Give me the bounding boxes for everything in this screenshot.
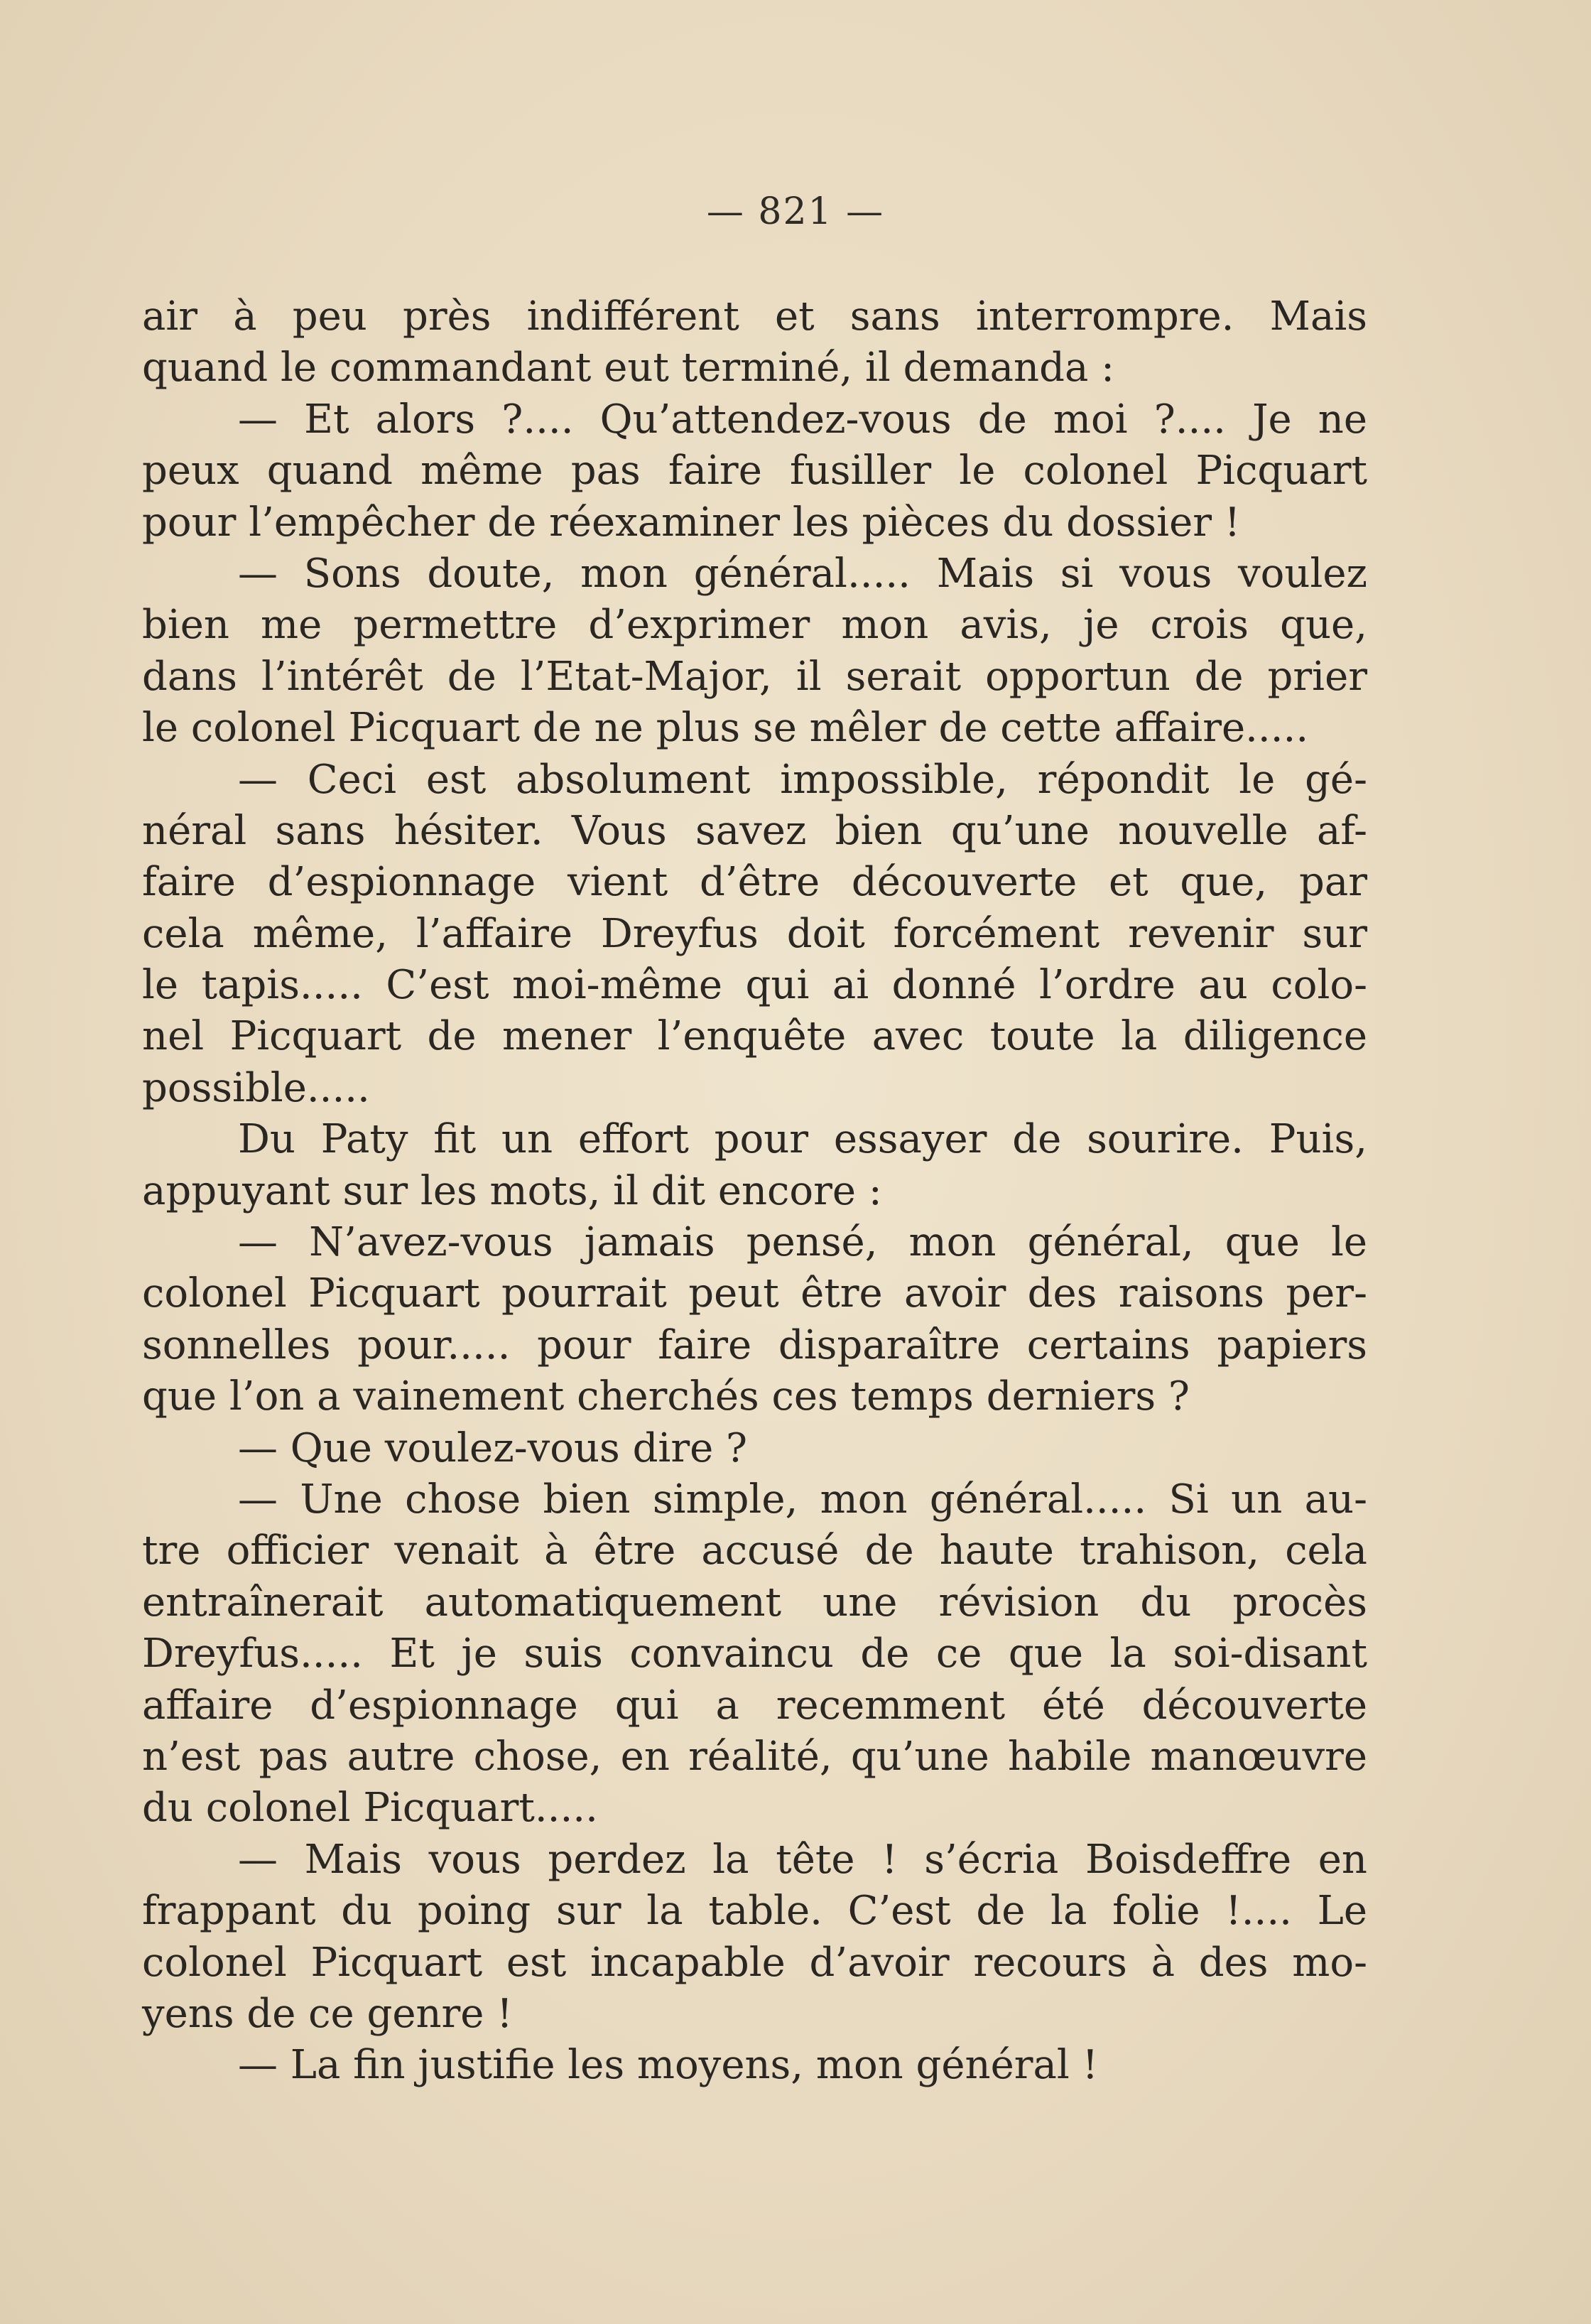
text-line: yens de ce genre ! bbox=[142, 1990, 513, 2037]
text-line: — N’avez-vous jamais pensé, mon général, que le bbox=[238, 1219, 1367, 1266]
text-line: colonel Picquart pourrait peut être avoir des raisons per- bbox=[142, 1270, 1367, 1317]
text-line: entraînerait automatiquement une révision du procès bbox=[142, 1579, 1367, 1626]
text-line: colonel Picquart est incapable d’avoir recours à des mo- bbox=[142, 1939, 1367, 1986]
text-line: air à peu près indifférent et sans interrompre. Mais bbox=[142, 293, 1367, 340]
text-line: — Que voulez-vous dire ? bbox=[238, 1425, 748, 1471]
text-line: — Mais vous perdez la tête ! s’écria Boisdeffre en bbox=[238, 1836, 1367, 1883]
text-line: peux quand même pas faire fusiller le colonel Picquart bbox=[142, 448, 1367, 494]
text-line: — Sons doute, mon général..... Mais si vous voulez bbox=[238, 550, 1367, 597]
text-line: n’est pas autre chose, en réalité, qu’une habile manœuvre bbox=[142, 1733, 1367, 1780]
text-line: possible..... bbox=[142, 1064, 370, 1111]
text-line: dans l’intérêt de l’Etat-Major, il serait opportun de prier bbox=[142, 653, 1367, 700]
text-line: — Ceci est absolument impossible, répondit le gé- bbox=[238, 756, 1367, 803]
text-line: cela même, l’affaire Dreyfus doit forcément revenir sur bbox=[142, 910, 1367, 957]
text-line: affaire d’espionnage qui a recemment été découverte bbox=[142, 1682, 1367, 1729]
text-line: — Une chose bien simple, mon général..... Si un au- bbox=[238, 1476, 1367, 1523]
text-line: frappant du poing sur la table. C’est de la folie !.... Le bbox=[142, 1888, 1367, 1935]
text-line: nel Picquart de mener l’enquête avec toute la diligence bbox=[142, 1013, 1367, 1060]
page-number: — 821 — bbox=[706, 190, 885, 233]
text-line: Dreyfus..... Et je suis convaincu de ce que la soi-disant bbox=[142, 1631, 1367, 1677]
text-line: appuyant sur les mots, il dit encore : bbox=[142, 1167, 882, 1214]
text-line: tre officier venait à être accusé de haute trahison, cela bbox=[142, 1528, 1367, 1574]
text-line: du colonel Picquart..... bbox=[142, 1785, 598, 1832]
text-line: le colonel Picquart de ne plus se mêler de cette affaire..... bbox=[142, 705, 1309, 752]
text-line: bien me permettre d’exprimer mon avis, je crois que, bbox=[142, 602, 1367, 649]
text-line: — Et alors ?.... Qu’attendez-vous de moi ?.... Je ne bbox=[238, 396, 1367, 443]
page-text bbox=[142, 291, 1367, 2092]
text-line: néral sans hésiter. Vous savez bien qu’une nouvelle af- bbox=[142, 807, 1367, 854]
text-line: le tapis..... C’est moi-même qui ai donné l’ordre au colo- bbox=[142, 962, 1367, 1009]
text-line: quand le commandant eut terminé, il demanda : bbox=[142, 345, 1115, 391]
text-line: pour l’empêcher de réexaminer les pièces du dossier ! bbox=[142, 499, 1241, 546]
text-line: Du Paty fit un effort pour essayer de sourire. Puis, bbox=[238, 1116, 1367, 1163]
text-line: que l’on a vainement cherchés ces temps derniers ? bbox=[142, 1373, 1190, 1420]
text-line: sonnelles pour..... pour faire disparaître certains papiers bbox=[142, 1322, 1367, 1368]
text-line: faire d’espionnage vient d’être découverte et que, par bbox=[142, 859, 1367, 906]
text-line: — La fin justifie les moyens, mon général ! bbox=[238, 2042, 1099, 2089]
